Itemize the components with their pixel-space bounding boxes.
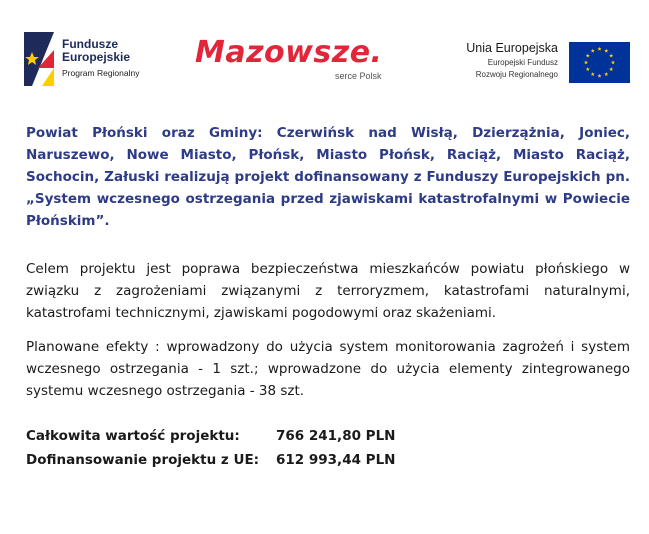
planned-effects: Planowane efekty : wprowadzony do użycia system monitorowania zagrożeń i system wczesnego ostrzegania - 1 szt.; wprowadzone do użycia elementy zintegrowanego systemu wczesnego ostrzegania - 38 szt. bbox=[26, 339, 630, 399]
logo-bar bbox=[0, 0, 649, 100]
fe-line2: Europejskie bbox=[62, 50, 131, 64]
fundusze-europejskie-emblem-icon bbox=[24, 32, 54, 86]
eu-funding-label: Dofinansowanie projektu z UE: bbox=[26, 452, 260, 468]
fe-subtitle: Program Regionalny bbox=[62, 68, 140, 78]
total-row bbox=[26, 424, 630, 448]
fe-text-block bbox=[62, 38, 139, 80]
eu-flag-icon bbox=[569, 42, 630, 83]
totals-block bbox=[26, 424, 630, 472]
mazowsze-wordmark: Mazowsze. bbox=[195, 35, 383, 70]
project-goal: Celem projektu jest poprawa bezpieczeństwa mieszkańców powiatu płońskiego w związku z zagrożeniami związanymi z terroryzmem, katastrofami naturalnymi, katastrofami technicznymi, zjawiskami pogodowymi oraz skażeniami. bbox=[26, 261, 630, 321]
fundusze-europejskie-logo bbox=[24, 32, 174, 88]
eu-funding-row bbox=[26, 448, 630, 472]
eu-funding-value: 612 993,44 PLN bbox=[276, 452, 396, 468]
ue-text-block bbox=[440, 41, 558, 80]
main-content bbox=[26, 122, 630, 472]
mazowsze-logo bbox=[195, 35, 415, 87]
ue-subtitle-2: Rozwoju Regionalnego bbox=[475, 70, 558, 79]
total-label: Całkowita wartość projektu: bbox=[26, 428, 240, 444]
total-value: 766 241,80 PLN bbox=[276, 428, 396, 444]
project-intro: Powiat Płoński oraz Gminy: Czerwińsk nad Wisłą, Dzierzążnia, Joniec, Naruszewo, Nowe Miasto, Płońsk, Miasto Płońsk, Raciąż, Miasto Raciąż, Sochocin, Załuski realizują projekt dofinansowany z Funduszy Europejskich pn. „System wczesnego ostrzegania przed zjawiskami katastrofalnymi w Powiecie Płońskim”. bbox=[26, 125, 630, 229]
ue-title: Unia Europejska bbox=[466, 41, 558, 55]
fe-line1: Fundusze bbox=[62, 37, 118, 51]
mazowsze-tagline: serce Polsk bbox=[335, 71, 382, 81]
ue-subtitle-1: Europejski Fundusz bbox=[487, 58, 558, 67]
